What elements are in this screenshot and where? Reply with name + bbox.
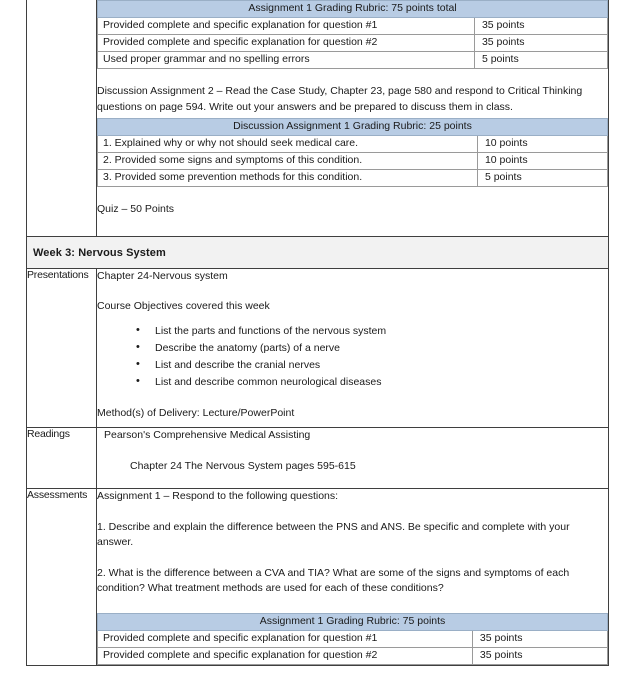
readings-chapter-pages: Chapter 24 The Nervous System pages 595-615 bbox=[130, 459, 356, 472]
table-row bbox=[98, 170, 608, 187]
week2-assessments-row bbox=[27, 0, 609, 236]
objectives-heading: Course Objectives covered this week bbox=[97, 300, 270, 312]
list-item: • Describe the anatomy (parts) of a nerve bbox=[155, 340, 608, 357]
rubric-header-row bbox=[98, 119, 608, 136]
spacer bbox=[97, 505, 608, 520]
rubric-criterion: 1. Explained why or why not should seek medical care. bbox=[98, 136, 478, 153]
rubric-points: 35 points bbox=[474, 18, 607, 35]
rubric-points: 10 points bbox=[477, 153, 607, 170]
week2-assessments-body-cell bbox=[97, 0, 609, 236]
spacer bbox=[104, 444, 608, 459]
spacer bbox=[97, 551, 608, 566]
table-row bbox=[98, 647, 608, 664]
presentations-body-cell bbox=[97, 268, 609, 428]
week3-banner-cell bbox=[27, 236, 609, 268]
readings-textbook: Pearson's Comprehensive Medical Assisting bbox=[104, 429, 311, 441]
spacer bbox=[97, 421, 608, 427]
spacer bbox=[97, 187, 608, 202]
table-row bbox=[98, 52, 608, 69]
table-row bbox=[98, 18, 608, 35]
readings-label: Readings bbox=[27, 428, 70, 440]
rubric-points: 35 points bbox=[474, 35, 607, 52]
spacer bbox=[97, 391, 608, 406]
rubric-points: 35 points bbox=[472, 630, 607, 647]
assessment-question-1: 1. Describe and explain the difference between the PNS and ANS. Be specific and complete with your answer. bbox=[97, 520, 570, 548]
presentations-label-cell bbox=[27, 268, 97, 428]
rubric-week2-discussion1 bbox=[97, 118, 608, 187]
rubric-header-label: Assignment 1 Grading Rubric: 75 points bbox=[98, 613, 608, 630]
spacer bbox=[97, 315, 608, 323]
week3-title: Week 3: Nervous System bbox=[33, 246, 166, 259]
week3-readings-row bbox=[27, 428, 609, 489]
rubric-criterion: Provided complete and specific explanation for question #1 bbox=[98, 18, 475, 35]
rubric-week3-assignment1 bbox=[97, 613, 608, 665]
rubric-week2-assignment1 bbox=[97, 0, 608, 69]
spacer bbox=[97, 284, 608, 299]
course-objectives-list bbox=[97, 323, 608, 391]
rubric-points: 5 points bbox=[477, 170, 607, 187]
assessments-body-cell bbox=[97, 489, 609, 666]
discussion-assignment-2-text: Discussion Assignment 2 – Read the Case Study, Chapter 23, page 580 and respond to Critical Thinking questions on page 594. Write out your answers and be prepared to discuss them in class. bbox=[97, 85, 583, 113]
table-row bbox=[98, 136, 608, 153]
syllabus-table bbox=[26, 0, 609, 666]
presentations-label: Presentations bbox=[27, 268, 89, 281]
rubric-points: 35 points bbox=[472, 647, 607, 664]
assessments-label: Assessments bbox=[27, 489, 88, 501]
rubric-criterion: Provided complete and specific explanation for question #2 bbox=[98, 647, 473, 664]
assessments-label-cell bbox=[27, 489, 97, 666]
rubric-criterion: 2. Provided some signs and symptoms of this condition. bbox=[98, 153, 478, 170]
rubric-criterion: Provided complete and specific explanation for question #2 bbox=[98, 35, 475, 52]
rubric-points: 5 points bbox=[474, 52, 607, 69]
spacer bbox=[97, 218, 608, 236]
week2-assessments-label-cell bbox=[27, 0, 97, 236]
rubric-header-row bbox=[98, 1, 608, 18]
delivery-method: Method(s) of Delivery: Lecture/PowerPoint bbox=[97, 406, 295, 419]
week3-banner-row bbox=[27, 236, 609, 268]
spacer bbox=[97, 69, 608, 84]
week3-assessments-row bbox=[27, 489, 609, 666]
week3-presentations-row bbox=[27, 268, 609, 428]
rubric-criterion: 3. Provided some prevention methods for this condition. bbox=[98, 170, 478, 187]
rubric-header-label: Discussion Assignment 1 Grading Rubric: 25 points bbox=[98, 119, 608, 136]
assessment-intro: Assignment 1 – Respond to the following questions: bbox=[97, 490, 339, 502]
table-row bbox=[98, 630, 608, 647]
list-item: • List the parts and functions of the nervous system bbox=[155, 323, 608, 340]
rubric-criterion: Used proper grammar and no spelling errors bbox=[98, 52, 475, 69]
rubric-header-label: Assignment 1 Grading Rubric: 75 points total bbox=[98, 1, 608, 18]
table-row bbox=[98, 35, 608, 52]
readings-body-cell bbox=[97, 428, 609, 489]
rubric-header-row bbox=[98, 613, 608, 630]
assessment-question-2: 2. What is the difference between a CVA and TIA? What are some of the signs and symptoms of each condition? What treatment methods are used for each of these conditions? bbox=[97, 566, 570, 594]
rubric-criterion: Provided complete and specific explanation for question #1 bbox=[98, 630, 473, 647]
spacer bbox=[97, 597, 608, 613]
table-row bbox=[98, 153, 608, 170]
list-item: • List and describe common neurological diseases bbox=[155, 374, 608, 391]
presentations-chapter: Chapter 24-Nervous system bbox=[97, 269, 228, 282]
rubric-points: 10 points bbox=[477, 136, 607, 153]
list-item: • List and describe the cranial nerves bbox=[155, 357, 608, 374]
quiz-text: Quiz – 50 Points bbox=[97, 203, 175, 215]
readings-label-cell bbox=[27, 428, 97, 489]
spacer bbox=[104, 474, 608, 488]
